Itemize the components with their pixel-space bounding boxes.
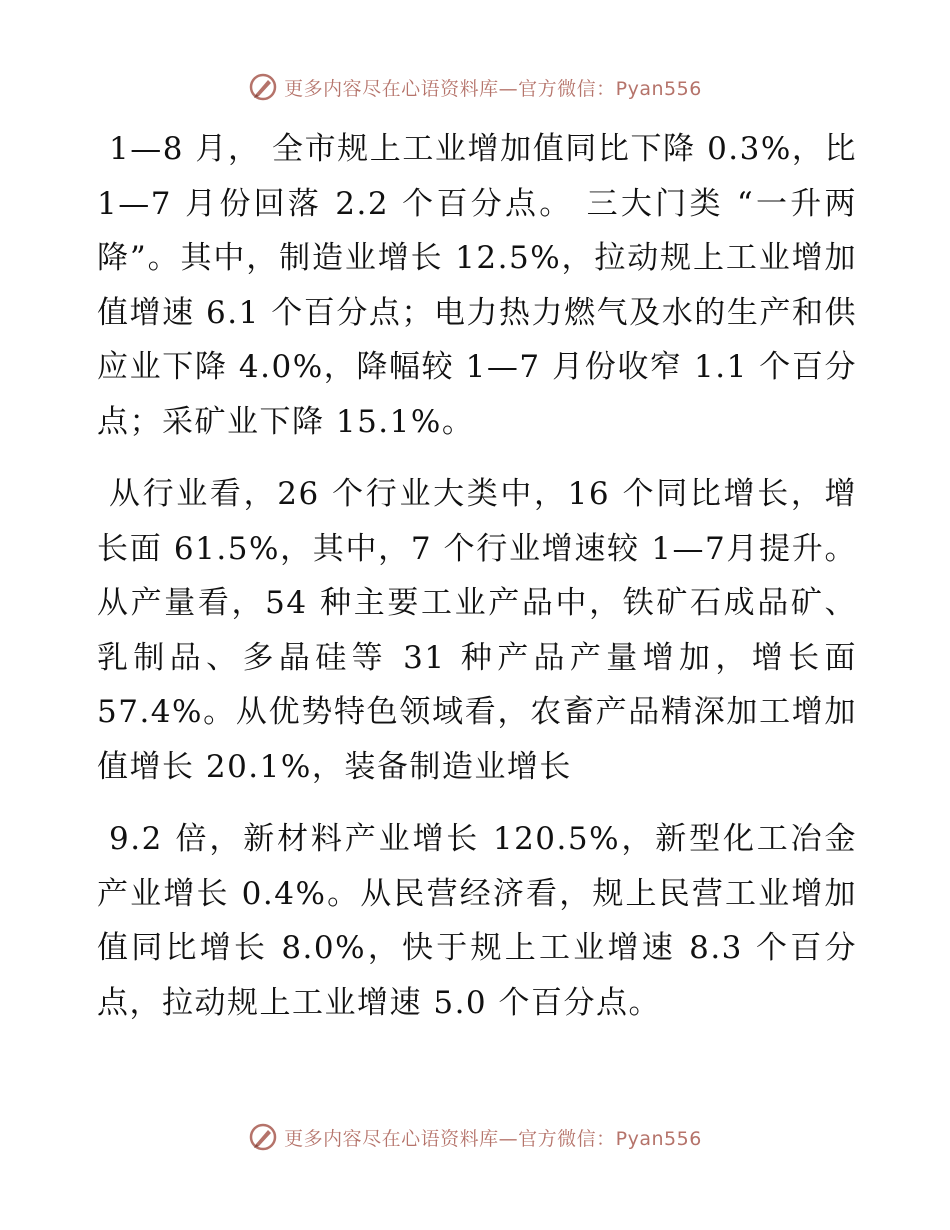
paragraph-industrial-output: 1—8 月， 全市规上工业增加值同比下降 0.3%，比 1—7 月份回落 2.2 个百分点。 三大门类 “一升两降”。其中，制造业增长 12.5%，拉动规上工业增加值增速 6.1 个百分点；电力热力燃气及水的生产和供应业下降 4.0%，降幅较 1—7 月份收窄 1.1 个百分点；采矿业下降 15.1%。	[97, 131, 857, 440]
watermark-text: 更多内容尽在心语资料库—官方微信：Pyan556	[284, 77, 702, 100]
pen-circle-icon	[248, 1122, 278, 1152]
document-body	[97, 122, 857, 1048]
header-watermark	[0, 72, 950, 102]
watermark-text: 更多内容尽在心语资料库—官方微信：Pyan556	[284, 1127, 702, 1150]
paragraph-industry-breakdown: 从行业看，26 个行业大类中，16 个同比增长，增长面 61.5%，其中，7 个行业增速较 1—7月提升。从产量看，54 种主要工业产品中，铁矿石成品矿、乳制品、多晶硅等 31 种产品产量增加，增长面 57.4%。从优势特色领域看，农畜产品精深加工增加值增长 20.1%，装备制造业增长	[97, 476, 857, 785]
paragraph-growth-sectors: 9.2 倍，新材料产业增长 120.5%，新型化工冶金产业增长 0.4%。从民营经济看，规上民营工业增加值同比增长 8.0%，快于规上工业增速 8.3 个百分点，拉动规上工业增速 5.0 个百分点。	[97, 821, 857, 1021]
pen-circle-icon	[248, 72, 278, 102]
footer-watermark	[0, 1122, 950, 1152]
